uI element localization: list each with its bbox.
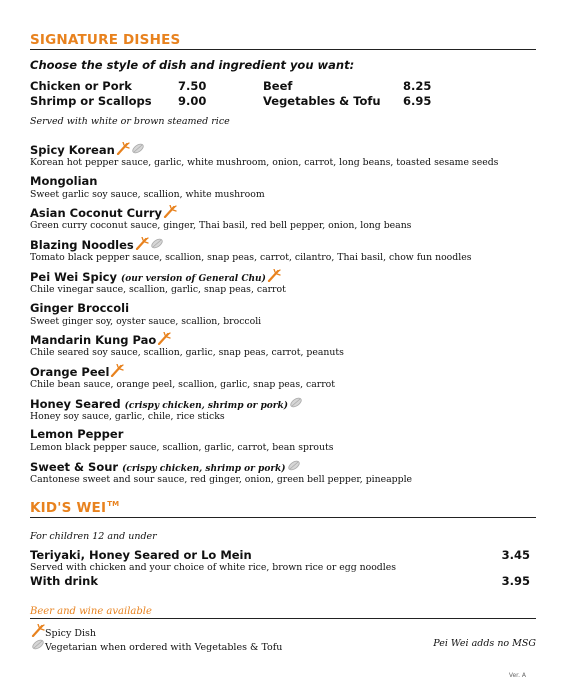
dish-item [30, 142, 540, 169]
kids-drink-row [30, 574, 530, 589]
legend-spicy-label: Spicy Dish [45, 628, 96, 639]
dish-name-line [30, 237, 540, 252]
price-label: Chicken or Pork [30, 79, 132, 93]
dish-description: Chile seared soy sauce, scallion, garlic, snap peas, carrot, peanuts [30, 347, 344, 359]
chili-pepper-icon [157, 332, 171, 345]
dish-description: Lemon black pepper sauce, scallion, garlic, carrot, bean sprouts [30, 442, 334, 454]
dish-item [30, 301, 540, 328]
price-label: Beef [263, 79, 293, 93]
price-value: 6.95 [403, 94, 432, 108]
dish-name-line [30, 269, 540, 284]
chili-pepper-icon [31, 624, 45, 637]
price-label: Vegetables & Tofu [263, 94, 381, 108]
dish-name-line [30, 364, 540, 379]
price-value: 9.00 [178, 94, 207, 108]
dish-name-line [30, 142, 540, 157]
price-label: Shrimp or Scallops [30, 94, 152, 108]
chili-pepper-icon [135, 237, 149, 250]
dish-item [30, 269, 540, 296]
kids-item-name: Teriyaki, Honey Seared or Lo Mein [30, 548, 252, 562]
kids-section-header [30, 497, 536, 518]
signature-title: SIGNATURE DISHES [30, 32, 181, 48]
beer-wine-rule [30, 604, 536, 619]
leaf-icon [31, 638, 45, 651]
kids-title-text: KID'S WEI [30, 500, 107, 516]
dish-name-line [30, 174, 540, 189]
leaf-icon [131, 142, 145, 155]
dish-name: Mandarin Kung Pao [30, 333, 157, 348]
kids-age-note: For children 12 and under [30, 531, 157, 542]
dish-subtitle: (our version of General Chu) [120, 273, 266, 284]
kids-item-price: 3.45 [501, 548, 530, 562]
kids-item-row [30, 548, 530, 563]
chili-pepper-icon [116, 142, 130, 155]
price-value: 8.25 [403, 79, 432, 93]
dish-name: Spicy Korean [30, 143, 115, 157]
dish-description: Honey soy sauce, garlic, chile, rice sticks [30, 410, 225, 422]
legend-veg [30, 638, 282, 651]
chili-pepper-icon [110, 364, 124, 377]
dish-item [30, 427, 540, 454]
dish-name: Orange Peel [30, 364, 110, 379]
dish-subtitle: (crispy chicken, shrimp or pork) [124, 400, 289, 411]
kids-title [30, 500, 119, 516]
dish-name-line [30, 332, 540, 347]
beer-wine-note: Beer and wine available [30, 606, 152, 617]
price-row [30, 79, 550, 94]
dish-name: Pei Wei Spicy [30, 269, 117, 284]
version-label: Ver. A [508, 672, 526, 679]
dish-name-line [30, 427, 540, 442]
leaf-icon [287, 459, 301, 472]
dish-name-line [30, 396, 540, 411]
dish-item [30, 237, 540, 264]
legend-veg-label: Vegetarian when ordered with Vegetables & Tofu [45, 642, 283, 653]
dish-name: Honey Seared [30, 396, 121, 411]
chili-pepper-icon [267, 269, 281, 282]
dish-name-line [30, 205, 540, 220]
dish-name: Asian Coconut Curry [30, 206, 163, 221]
dish-description: Korean hot pepper sauce, garlic, white mushroom, onion, carrot, long beans, toasted sesame seeds [30, 157, 499, 168]
trademark-mark: TM [107, 500, 120, 508]
dish-item [30, 332, 540, 359]
dish-name: Sweet & Sour [30, 460, 119, 474]
dish-description: Green curry coconut sauce, ginger, Thai basil, red bell pepper, onion, long beans [30, 220, 412, 232]
legend-spicy [30, 624, 96, 637]
dish-item [30, 205, 540, 232]
dish-name: Mongolian [30, 173, 98, 188]
dish-item [30, 174, 540, 201]
dish-name-line [30, 459, 540, 474]
dish-name-line [30, 301, 540, 316]
signature-section-header [30, 29, 536, 50]
leaf-icon [289, 396, 303, 409]
dish-name: Blazing Noodles [30, 238, 134, 253]
dish-description: Chile bean sauce, orange peel, scallion, garlic, snap peas, carrot [30, 378, 335, 390]
kids-item-desc: Served with chicken and your choice of white rice, brown rice or egg noodles [30, 562, 396, 573]
choose-prompt: Choose the style of dish and ingredient you want: [30, 58, 355, 72]
dish-subtitle: (crispy chicken, shrimp or pork) [122, 464, 286, 474]
dish-name: Ginger Broccoli [30, 300, 130, 315]
kids-drink-label: With drink [30, 574, 98, 588]
rice-note: Served with white or brown steamed rice [30, 116, 230, 127]
no-msg-note: Pei Wei adds no MSG [433, 638, 536, 649]
dish-description: Sweet ginger soy, oyster sauce, scallion, broccoli [30, 315, 262, 327]
kids-drink-price: 3.95 [501, 574, 530, 588]
chili-pepper-icon [163, 205, 177, 218]
dish-description: Chile vinegar sauce, scallion, garlic, snap peas, carrot [30, 283, 286, 295]
dish-item [30, 364, 540, 391]
dish-description: Sweet garlic soy sauce, scallion, white mushroom [30, 188, 265, 200]
price-value: 7.50 [178, 79, 207, 93]
dish-description: Cantonese sweet and sour sauce, red ginger, onion, green bell pepper, pineapple [30, 474, 413, 485]
dish-item [30, 459, 540, 486]
dish-item [30, 396, 540, 423]
price-row [30, 94, 550, 109]
dish-name: Lemon Pepper [30, 427, 124, 442]
dish-description: Tomato black pepper sauce, scallion, snap peas, carrot, cilantro, Thai basil, chow fun noodles [30, 252, 472, 264]
leaf-icon [150, 237, 164, 250]
